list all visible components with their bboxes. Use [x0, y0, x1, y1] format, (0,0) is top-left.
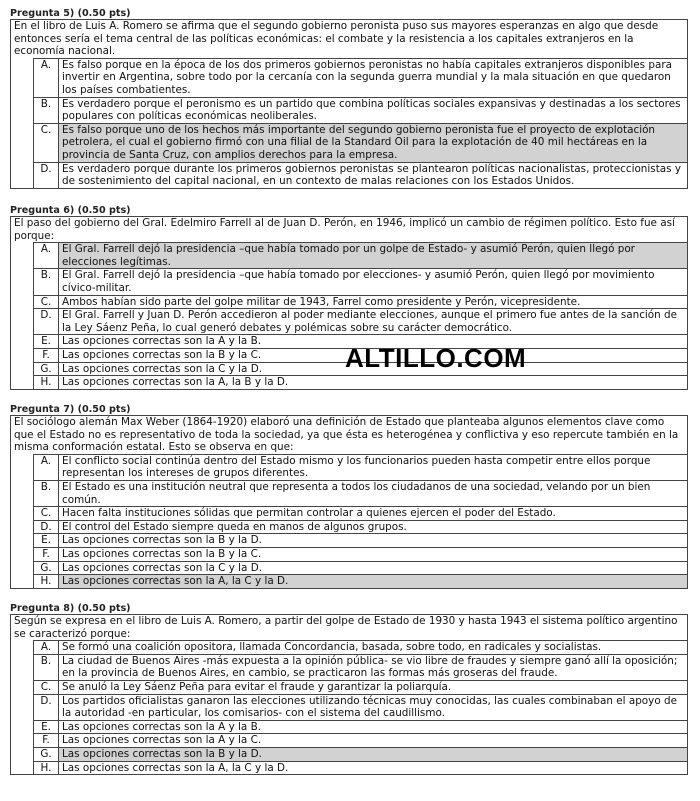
option-letter: E.	[34, 534, 59, 547]
option-text: Las opciones correctas son la A y la B.	[62, 335, 262, 348]
option-text: Las opciones correctas son la B y la D.	[59, 748, 687, 761]
option-d[interactable]	[33, 694, 687, 720]
option-letter: E.	[34, 335, 59, 348]
option-letter: E.	[34, 721, 59, 734]
option-text: Las opciones correctas son la A, la C y la D.	[59, 575, 687, 588]
question-title: Pregunta 5) (0.50 pts)	[10, 8, 131, 19]
option-letter: D.	[34, 521, 59, 534]
option-h-selected[interactable]	[33, 574, 687, 588]
option-text: Las opciones correctas son la C y la D.	[62, 561, 263, 574]
option-letter: G.	[34, 562, 59, 575]
question-prompt: El paso del gobierno del Gral. Edelmiro Farrell al de Juan D. Perón, en 1946, implicó un cambio de régimen político. Esto fue así porque:	[14, 217, 675, 242]
option-letter: C.	[34, 296, 59, 309]
option-text: Es falso porque uno de los hechos más importante del segundo gobierno peronista fue el proyecto de explotación petrolera, el cual el gobierno firmó con una filial de la Standard Oil para la explotación de 40 mil hectáreas en la provincia de Santa Cruz, con amplios derechos para la empresa.	[59, 124, 687, 162]
question-title: Pregunta 7) (0.50 pts)	[10, 404, 131, 415]
option-letter: D.	[34, 163, 59, 188]
question-7	[10, 404, 688, 589]
question-prompt: El sociólogo alemán Max Weber (1864-1920) elaboró una definición de Estado que planteaba algunos elementos clave como que el Estado no es representativo de toda la sociedad, ya que ésta es heterogénea y conflictiva y eso repercute también en la misma conformación estatal. Esto se observa en que:	[14, 416, 679, 454]
option-letter: A.	[34, 455, 59, 480]
option-letter: H.	[34, 762, 59, 775]
option-text: Las opciones correctas son la A y la C.	[62, 734, 262, 747]
option-letter: D.	[34, 309, 59, 334]
option-letter: B.	[34, 655, 59, 680]
option-text: Las opciones correctas son la A y la B.	[62, 720, 262, 733]
question-title: Pregunta 8) (0.50 pts)	[10, 603, 131, 614]
option-d[interactable]	[33, 520, 687, 534]
question-table	[10, 415, 688, 589]
option-a[interactable]	[33, 454, 687, 480]
option-a[interactable]	[33, 58, 687, 97]
option-letter: B.	[34, 98, 59, 123]
option-letter: H.	[34, 376, 59, 389]
option-c[interactable]	[33, 506, 687, 520]
option-g-selected[interactable]	[33, 747, 687, 761]
option-text: El Gral. Farrell dejó la presidencia –que había tomado por elecciones- y asumió Perón, quien llegó por movimiento cívico-militar.	[62, 269, 655, 294]
option-text: Es falso porque en la época de los dos primeros gobiernos peronistas no había capitales extranjeros disponibles para invertir en Argentina, sobre todo por la cercanía con la segunda guerra mundial y la mala situación en que quedaron los países combatientes.	[62, 58, 672, 96]
option-text: Es verdadero porque durante los primeros gobiernos peronistas se plantearon políticas nacionalistas, proteccionistas y de sostenimiento del capital nacional, en un contexto de malas relaciones con los Estados Unidos.	[62, 162, 682, 188]
option-letter: A.	[34, 243, 59, 268]
option-text: Los partidos oficialistas ganaron las elecciones utilizando técnicas muy conocidas, las cuales combinaban el apoyo de la autoridad -en particular, los comisarios- con el sistema del caudillismo.	[62, 694, 677, 720]
option-text: Se anuló la Ley Sáenz Peña para evitar el fraude y garantizar la poliarquía.	[62, 680, 452, 693]
watermark-text: ALTILLO.COM	[345, 343, 527, 373]
option-text: El Gral. Farrell y Juan D. Perón accedieron al poder mediante elecciones, aunque el primero fue antes de la sanción de la Ley Sáenz Peña, lo cual generó debates y polémicas sobre su carácter democrático.	[62, 309, 678, 334]
question-prompt: Según se expresa en el libro de Luis A. Romero, a partir del golpe de Estado de 1930 y hasta 1943 el sistema político argentino se caracterizó porque:	[14, 615, 678, 640]
option-text: Es verdadero porque el peronismo es un partido que combina políticas sociales expansivas y destinadas a los sectores populares con políticas económicas neoliberales.	[62, 97, 681, 123]
option-letter: C.	[34, 507, 59, 520]
option-a-selected[interactable]	[33, 242, 687, 268]
option-letter: C.	[34, 681, 59, 694]
option-text: Se formó una coalición opositora, llamada Concordancia, basada, sobre todo, en radicales y socialistas.	[62, 641, 602, 654]
option-letter: G.	[34, 363, 59, 376]
option-text: Ambos habían sido parte del golpe militar de 1943, Farrel como presidente y Perón, vicepresidente.	[62, 295, 581, 308]
option-letter: D.	[34, 695, 59, 720]
option-a[interactable]	[33, 640, 687, 654]
option-text: El Estado es una institución neutral que representa a todos los ciudadanos de una sociedad, velando por un bien común.	[62, 480, 651, 506]
option-c-selected[interactable]	[33, 123, 687, 162]
option-letter: F.	[34, 548, 59, 561]
option-text: Las opciones correctas son la B y la D.	[62, 534, 262, 547]
option-letter: F.	[34, 734, 59, 747]
option-letter: F.	[34, 349, 59, 362]
option-text: Hacen falta instituciones sólidas que permitan controlar a quienes ejercen el poder del Estado.	[62, 507, 556, 520]
question-prompt: En el libro de Luis A. Romero se afirma que el segundo gobierno peronista puso sus mayores esperanzas en algo que desde entonces sería el tema central de las políticas económicas: el combate y la resistencia a los capitales extranjeros en la economía nacional.	[14, 20, 659, 58]
option-c[interactable]	[33, 680, 687, 694]
option-text: Las opciones correctas son la B y la C.	[62, 547, 262, 560]
option-f[interactable]	[33, 547, 687, 561]
option-letter: G.	[34, 748, 59, 761]
option-letter: A.	[34, 59, 59, 97]
option-c[interactable]	[33, 295, 687, 309]
option-b[interactable]	[33, 268, 687, 294]
option-text: La ciudad de Buenos Aires -más expuesta a la opinión pública- se vio libre de fraudes y siempre ganó allí la oposición; en la provincia de Buenos Aires, en cambio, se practicaron las formas más groseras del fraude.	[62, 654, 678, 680]
option-letter: A.	[34, 641, 59, 654]
option-d[interactable]	[33, 308, 687, 334]
option-d[interactable]	[33, 162, 687, 188]
option-text: El control del Estado siempre queda en manos de algunos grupos.	[62, 520, 407, 533]
option-e[interactable]	[33, 720, 687, 734]
option-b[interactable]	[33, 480, 687, 506]
option-letter: B.	[34, 269, 59, 294]
option-g[interactable]	[33, 561, 687, 575]
question-table	[10, 614, 688, 775]
option-text: Las opciones correctas son la B y la C.	[62, 348, 262, 361]
option-text: Las opciones correctas son la C y la D.	[62, 362, 263, 375]
option-b[interactable]	[33, 654, 687, 680]
option-text: El conflicto social continúa dentro del Estado mismo y los funcionarios pueden hasta competir entre ellos porque representan los intereses de grupos diferentes.	[62, 454, 651, 480]
question-table	[10, 19, 688, 189]
option-b[interactable]	[33, 97, 687, 123]
option-letter: B.	[34, 481, 59, 506]
option-letter: H.	[34, 575, 59, 588]
option-h[interactable]	[33, 761, 687, 775]
option-text: Las opciones correctas son la A, la B y la D.	[62, 376, 289, 389]
option-text: El Gral. Farrell dejó la presidencia –que había tomado por un golpe de Estado- y asumió Perón, quien llegó por elecciones legítimas.	[59, 243, 687, 268]
question-8	[10, 603, 688, 775]
question-title: Pregunta 6) (0.50 pts)	[10, 205, 131, 216]
option-f[interactable]	[33, 733, 687, 747]
question-5	[10, 8, 688, 189]
option-e[interactable]	[33, 533, 687, 547]
option-text: Las opciones correctas son la A, la C y la D.	[62, 761, 289, 774]
option-h[interactable]	[33, 375, 687, 389]
option-letter: C.	[34, 124, 59, 162]
